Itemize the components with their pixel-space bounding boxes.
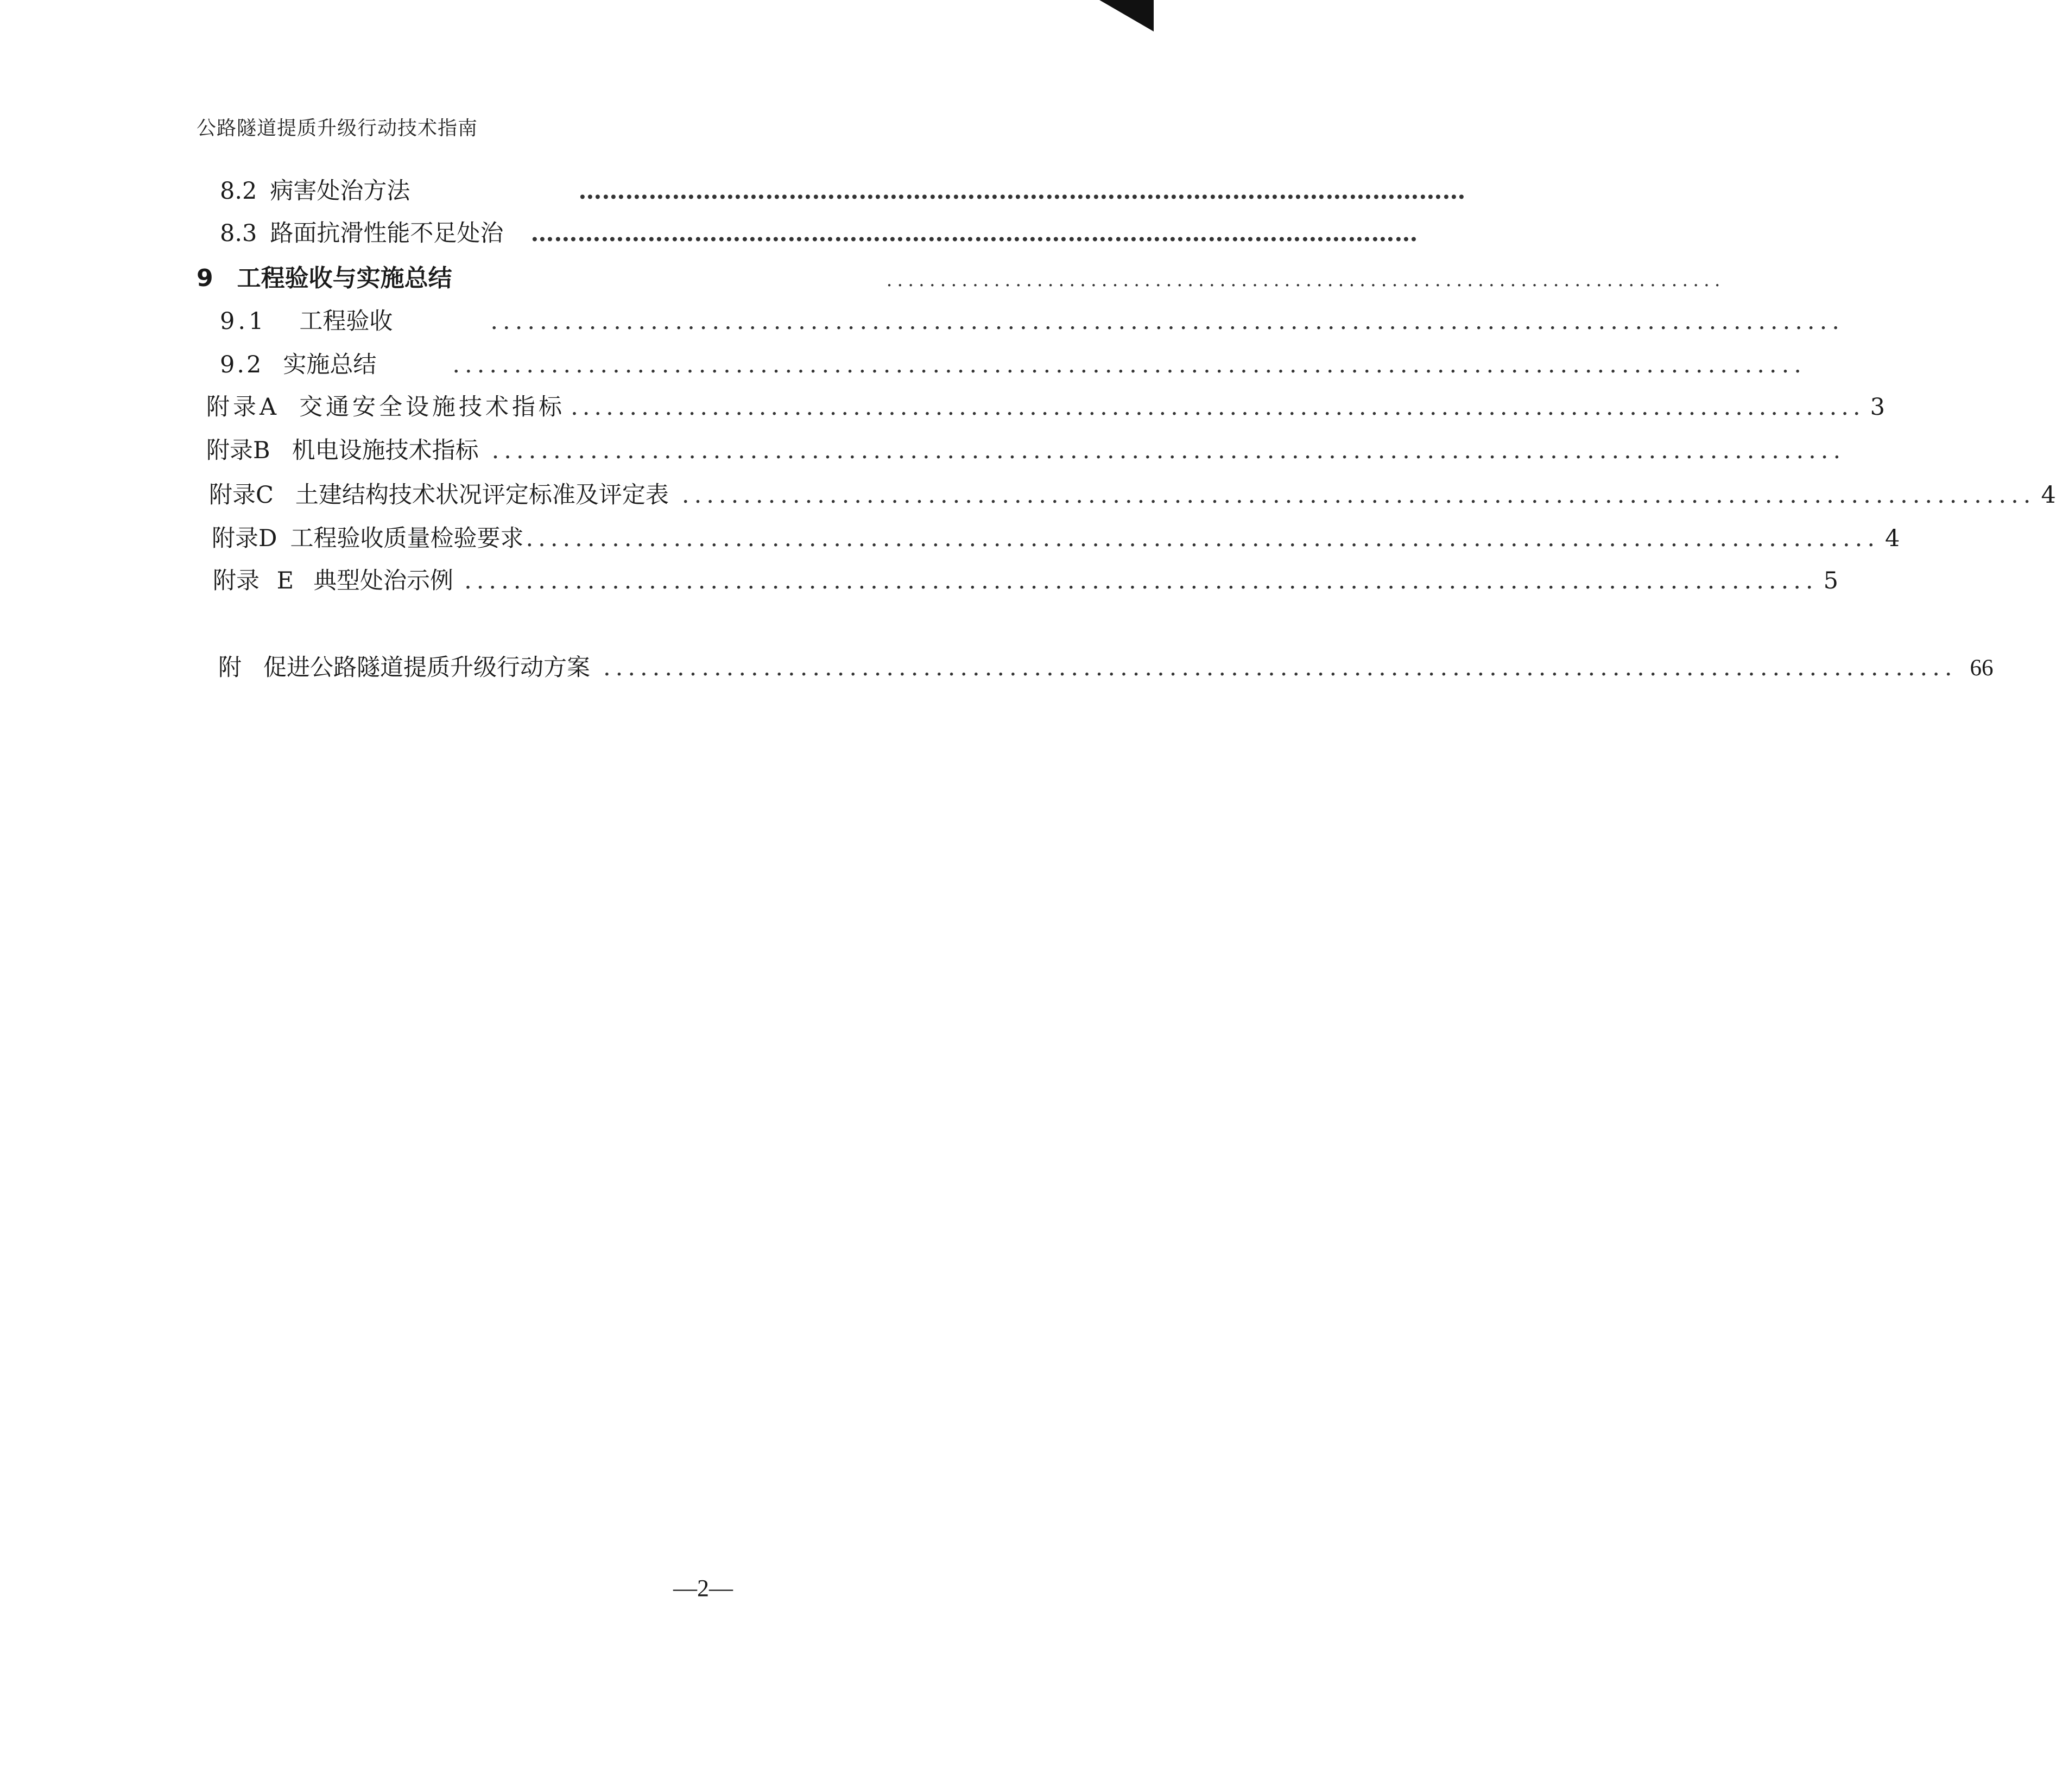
toc-entry-title: 交通安全设施技术指标 — [299, 394, 566, 421]
toc-entry-number: 附 — [218, 654, 242, 681]
toc-entry-number: 附录 E — [213, 567, 294, 594]
toc-entry-number: 附录D — [212, 525, 277, 552]
dot-leader: .............................................................................................................. — [490, 308, 1844, 335]
toc-entry-8-3[interactable] — [220, 215, 1418, 248]
toc-entry-title: 路面抗滑性能不足处治 — [270, 220, 504, 247]
dot-leader: …………………………………………………………………………………………………… — [530, 220, 1418, 247]
dot-leader: .............................................................................................................. — [571, 394, 1865, 421]
toc-entry-title: 工程验收 — [299, 308, 393, 335]
toc-entry-title: 机电设施技术指标 — [292, 437, 479, 464]
toc-entry-appendix-e[interactable] — [213, 562, 1838, 596]
toc-entry-title: 病害处治方法 — [270, 178, 410, 205]
toc-entry-page: 4 — [2041, 482, 2056, 509]
toc-entry-appendix-a[interactable] — [206, 389, 1885, 422]
toc-entry-title: 实施总结 — [283, 351, 377, 378]
toc-entry-appendix-b[interactable] — [206, 432, 1846, 465]
toc-entry-title: 工程验收与实施总结 — [237, 264, 452, 292]
running-header: 公路隧道提质升级行动技术指南 — [197, 117, 478, 140]
toc-entry-appendix-c[interactable] — [209, 477, 2056, 510]
dot-leader: .............................................................................................................. — [526, 525, 1880, 552]
dot-leader: .............................................................................................................. — [464, 567, 1818, 594]
toc-entry-9[interactable] — [197, 258, 1725, 293]
dot-leader: .............................................................................................................. — [491, 437, 1846, 464]
toc-entry-number: 9 — [197, 264, 213, 292]
toc-entry-9-2[interactable] — [220, 346, 1806, 379]
toc-entry-appendix-d[interactable] — [212, 520, 1900, 553]
dot-leader: .............................................................................................................. — [452, 351, 1806, 378]
toc-entry-number: 附录A — [206, 394, 280, 421]
dot-leader: .............................................................................................................. — [603, 654, 1957, 681]
dot-leader: …………………………………………………………………………………………………… — [578, 178, 1466, 205]
dot-leader: .............................................................................................................. — [681, 482, 2036, 509]
toc-entry-number: 附录C — [209, 482, 274, 509]
toc-entry-9-1[interactable] — [220, 303, 1844, 336]
toc-entry-page: 4 — [1885, 525, 1900, 552]
toc-entry-appendix-action-plan[interactable] — [218, 649, 1994, 682]
toc-entry-number: 8.3 — [220, 220, 257, 247]
dot-leader: .............................................................................. — [886, 269, 1725, 291]
toc-entry-page: 66 — [1970, 655, 1994, 681]
toc-entry-title: 工程验收质量检验要求 — [290, 525, 524, 552]
toc-entry-title: 土建结构技术状况评定标准及评定表 — [295, 482, 669, 509]
toc-entry-number: 9.1 — [220, 308, 267, 335]
toc-entry-title: 促进公路隧道提质升级行动方案 — [263, 654, 590, 681]
toc-entry-number: 附录B — [206, 437, 270, 464]
toc-entry-title: 典型处治示例 — [313, 567, 454, 594]
toc-entry-number: 9.2 — [220, 351, 264, 378]
page-corner-mark — [1099, 0, 1154, 31]
toc-entry-page: 5 — [1823, 567, 1838, 594]
toc-entry-8-2[interactable] — [220, 173, 1466, 206]
page-number: —2— — [673, 1575, 733, 1601]
toc-entry-number: 8.2 — [220, 178, 257, 205]
toc-entry-page: 3 — [1870, 394, 1885, 421]
